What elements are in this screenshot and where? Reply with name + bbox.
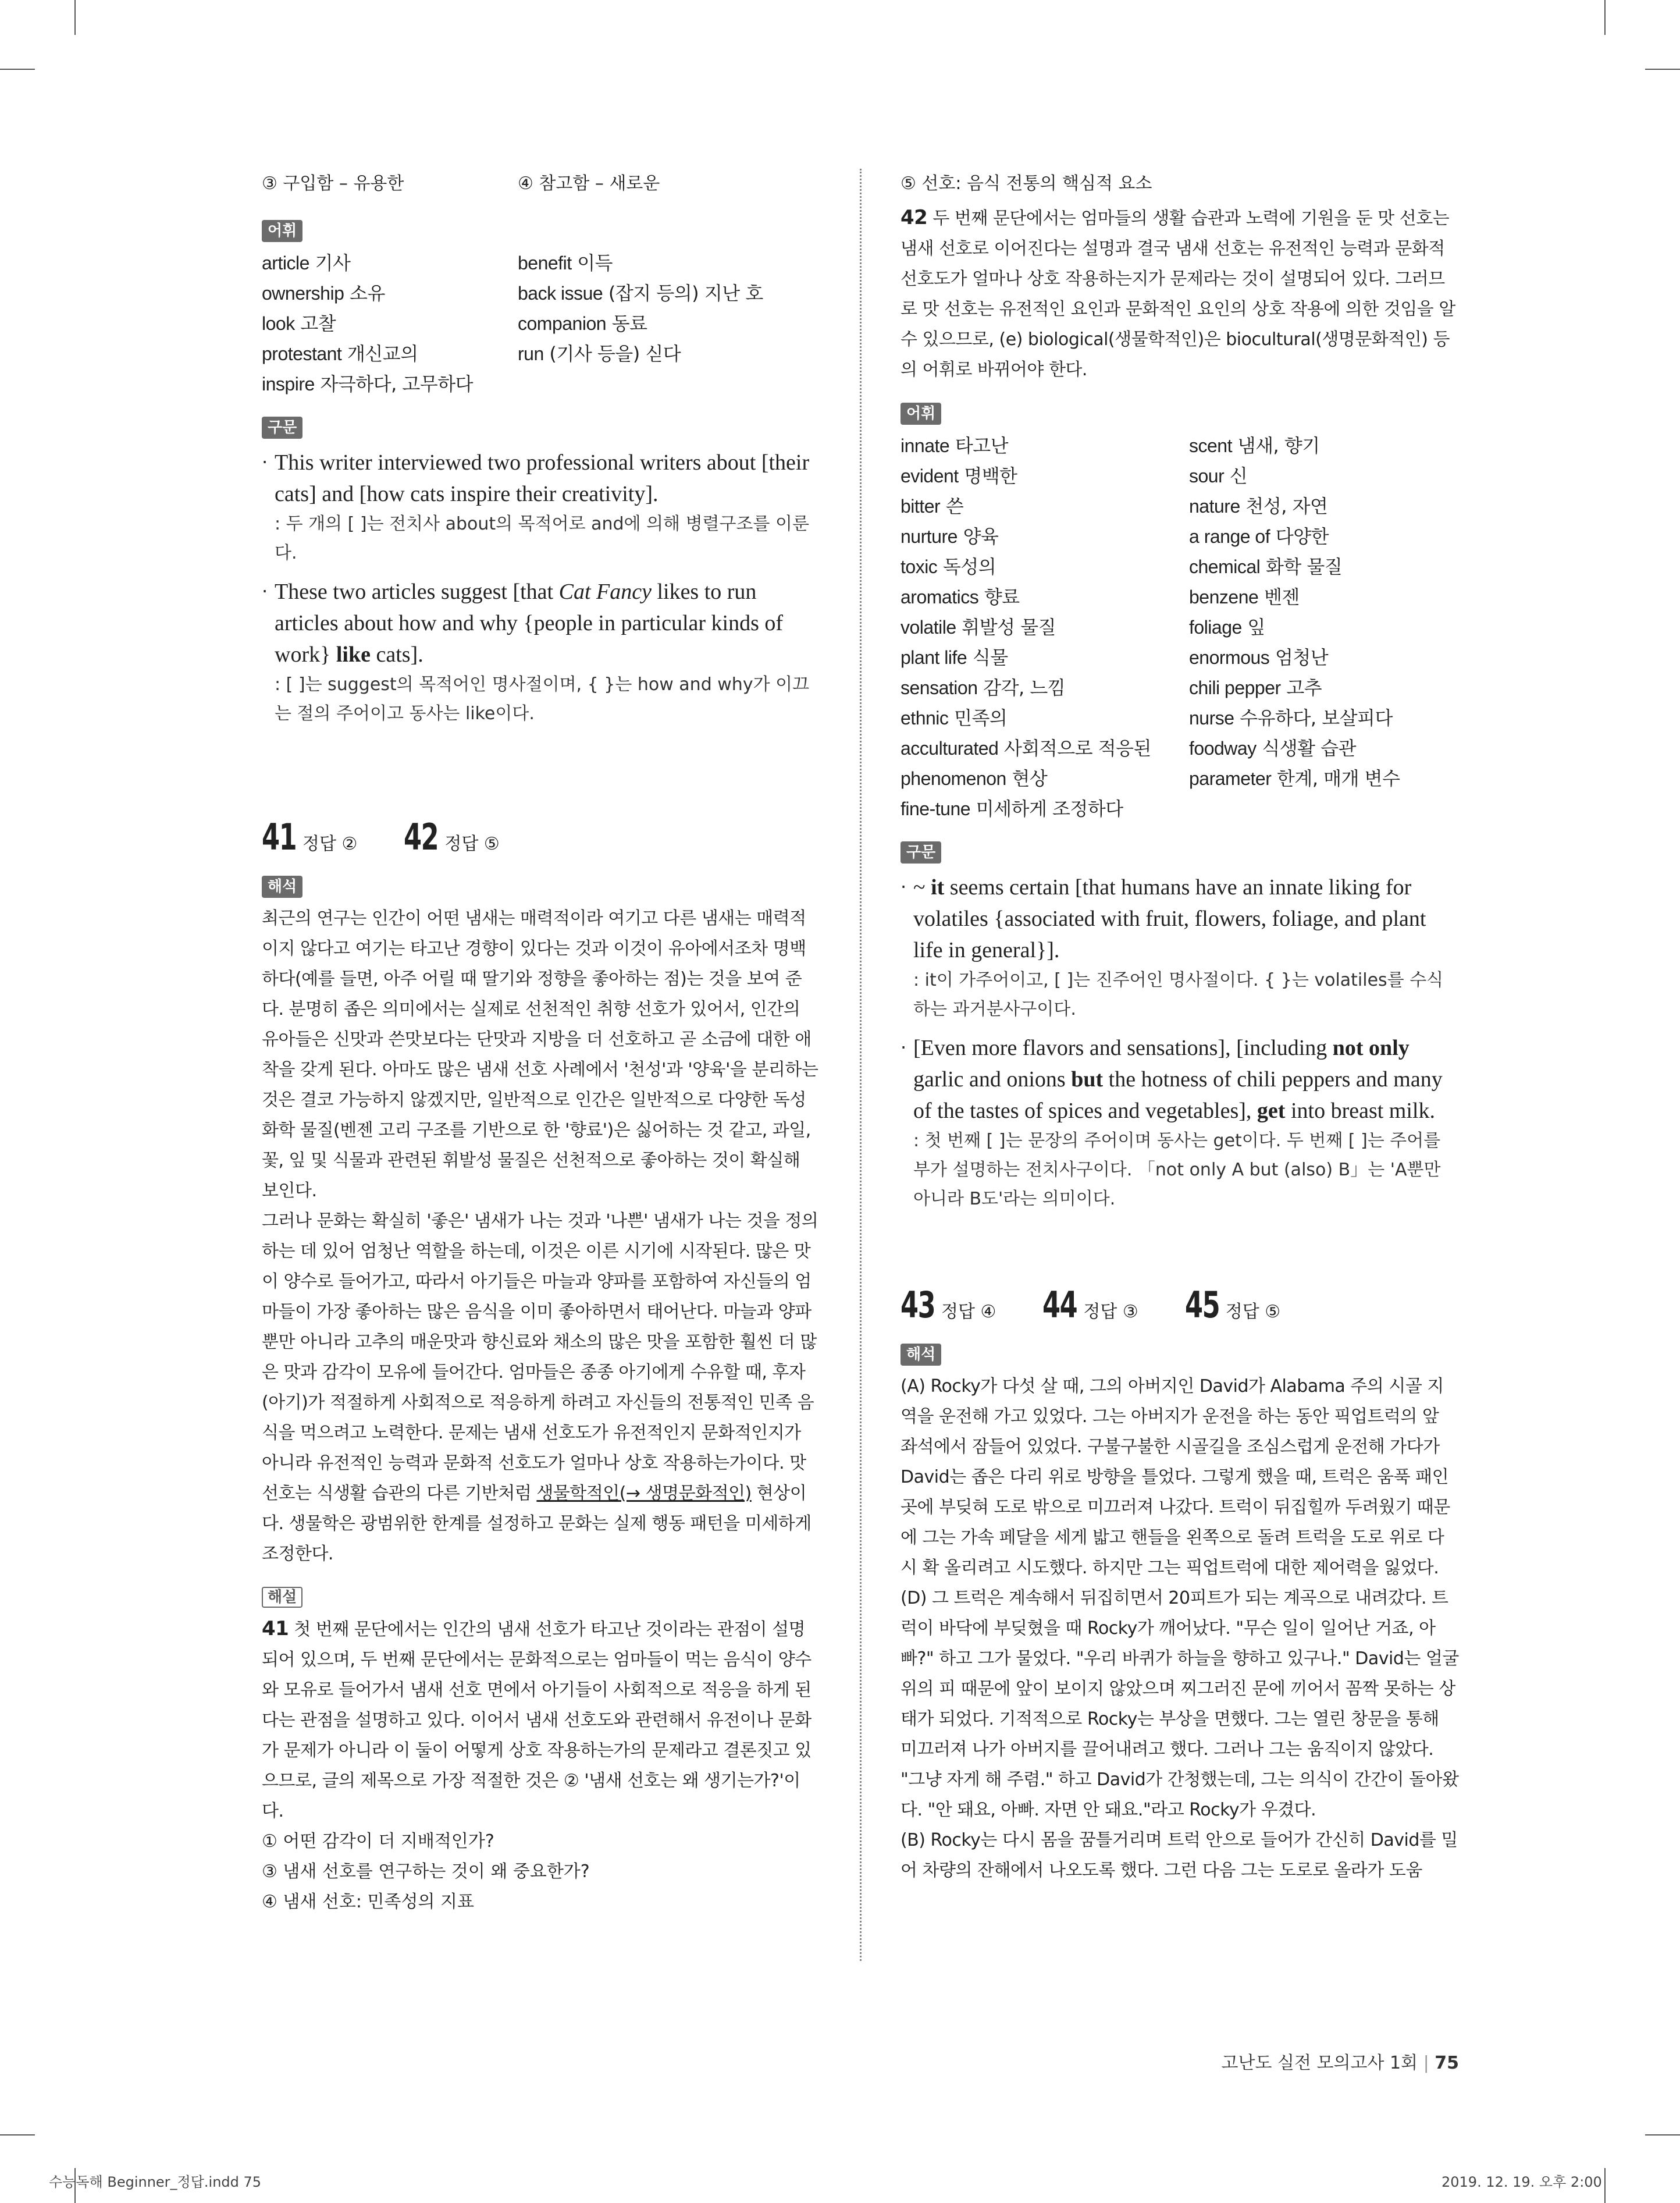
explanation-badge: 해설 — [262, 1587, 302, 1608]
question-number: 42 — [404, 816, 439, 858]
vocab-item: nurture 양육 — [900, 525, 999, 548]
answer-row — [900, 1284, 1459, 1326]
vocab-item — [518, 369, 820, 399]
question-number: 45 — [1184, 1284, 1220, 1326]
vocab-list — [900, 431, 1459, 824]
vocab-item: plant life 식물 — [900, 646, 1008, 669]
crop-mark — [1645, 2134, 1680, 2136]
vocab-item: volatile 휘발성 물질 — [900, 616, 1056, 638]
interpretation-paragraph: 그러나 문화는 확실히 '좋은' 냄새가 나는 것과 '나쁜' 냄새가 나는 것을 정의하는 데 있어 엄청난 역할을 하는데, 이것은 이른 시기에 시작된다. 많은 맛이 양수로 들어가고, 따라서 아기들은 마늘과 양파를 포함하여 자신들의 엄마들이 가장 좋아하는 많은 음식을 이미 좋아하면서 태어난다. 마늘과 양파뿐만 아니라 고추의 매운맛과 향신료와 채소의 많은 맛을 포함한 훨씬 더 많은 맛과 감각이 모유에 들어간다. 엄마들은 종종 아기에게 수유할 때, 후자(아기)가 적절하게 사회적으로 적응하게 하려고 자신들의 전통적인 민족 음식을 먹으려고 노력한다. 문제는 냄새 선호도가 유전적인지 문화적인지가 아니라 유전적인 능력과 문화적 선호도가 얼마나 상호 작용하는가이다. 맛 선호는 식생활 습관의 다른 기반처럼 생물학적인(→ 생명문화적인) 현상이다. 생물학은 광범위한 한계를 설정하고 문화는 실제 행동 패턴을 미세하게 조정한다. — [262, 1211, 818, 1564]
vocab-item: back issue (잡지 등의) 지난 호 — [518, 282, 763, 304]
bullet-icon: · — [262, 451, 268, 473]
vocab-item: evident 명백한 — [900, 465, 1017, 487]
syntax-item — [900, 872, 1459, 1024]
syntax-note: : 첫 번째 [ ]는 문장의 주어이며 동사는 get이다. 두 번째 [ ]는 주어를 부가 설명하는 전치사구이다. 「not only A but (also) B」는 'A뿐만 아니라 B도'라는 의미이다. — [913, 1131, 1441, 1209]
vocab-item: parameter 한계, 매개 변수 — [1189, 768, 1400, 790]
syntax-note: : it이 가주어이고, [ ]는 진주어인 명사절이다. { }는 volatiles를 수식하는 과거분사구이다. — [913, 970, 1444, 1019]
answer-label: 정답 ⑤ — [1225, 1302, 1281, 1322]
vocab-badge: 어휘 — [262, 220, 302, 242]
vocab-item: inspire 자극하다, 고무하다 — [262, 373, 474, 395]
syntax-sentence: This writer interviewed two professional writers about [their cats] and [how cats inspire their creativity]. — [275, 450, 810, 506]
vocab-item: chemical 화학 물질 — [1189, 556, 1343, 578]
vocab-item: ethnic 민족의 — [900, 707, 1008, 729]
column-divider — [860, 169, 862, 1961]
vocab-item: protestant 개신교의 — [262, 343, 418, 365]
answer-options-top — [262, 169, 820, 199]
vocab-item: acculturated 사회적으로 적응된 — [900, 737, 1151, 759]
answer-label: 정답 ③ — [1083, 1302, 1138, 1322]
vocab-item: benefit 이득 — [518, 252, 613, 274]
option-3: ③ 냄새 선호를 연구하는 것이 왜 중요한가? — [262, 1861, 590, 1882]
page-folio: 고난도 실전 모의고사 1회 | 75 — [1221, 2053, 1459, 2073]
vocab-item: sensation 감각, 느낌 — [900, 677, 1066, 699]
vocab-list — [262, 248, 820, 399]
vocab-item: aromatics 향료 — [900, 586, 1020, 608]
option-3: ③ 구입함 – 유용한 — [262, 173, 404, 194]
vocab-item: phenomenon 현상 — [900, 768, 1048, 790]
vocab-item: ownership 소유 — [262, 282, 385, 304]
story-paragraph-a: (A) Rocky가 다섯 살 때, 그의 아버지인 David가 Alabama 주의 시골 지역을 운전해 가고 있었다. 그는 아버지가 운전을 하는 동안 픽업트럭의 앞 좌석에서 잠들어 있었다. 구불구불한 시골길을 조심스럽게 운전해 가다가 David는 좁은 다리 위로 방향을 틀었다. 그렇게 했을 때, 트럭은 움푹 패인 곳에 부딪혀 도로 밖으로 미끄러져 나갔다. 트럭이 뒤집힐까 두려웠기 때문에 그는 가속 페달을 세게 밟고 핸들을 왼쪽으로 돌려 트럭을 도로 위로 다시 확 올리려고 시도했다. 하지만 그는 픽업트럭에 대한 제어력을 잃었다. — [900, 1376, 1450, 1578]
vocab-item: innate 타고난 — [900, 435, 1009, 457]
interpretation-badge: 해석 — [900, 1344, 941, 1366]
crop-mark — [1645, 69, 1680, 70]
vocab-item: nature 천성, 자연 — [1189, 495, 1328, 517]
explanation-paragraph: 41 첫 번째 문단에서는 인간의 냄새 선호가 타고난 것이라는 관점이 설명되어 있으며, 두 번째 문단에서는 문화적으로는 엄마들이 먹는 음식이 양수와 모유로 들어가서 냄새 선호 면에서 아기들이 사회적으로 적응을 하게 된다는 관점을 설명하고 있다. 이어서 냄새 선호도와 관련해서 유전이나 문화가 문제가 아니라 이 둘이 어떻게 상호 작용하는가의 문제라고 결론짓고 있으므로, 글의 제목으로 가장 적절한 것은 ② '냄새 선호는 왜 생기는가?'이다. — [262, 1617, 811, 1821]
crop-mark — [1604, 0, 1606, 35]
question-number: 44 — [1042, 1284, 1077, 1326]
crop-mark — [74, 0, 76, 35]
question-number: 43 — [900, 1284, 935, 1326]
vocab-item: chili pepper 고추 — [1189, 677, 1322, 699]
answer-row — [262, 816, 820, 858]
vocab-item: benzene 벤젠 — [1189, 586, 1300, 608]
interpretation-badge: 해석 — [262, 876, 302, 898]
syntax-sentence: [Even more flavors and sensations], [including not only garlic and onions but the hotness of chili peppers and many of the tastes of spices and vegetables], get into breast milk. — [913, 1036, 1443, 1123]
page-number: 75 — [1435, 2053, 1459, 2073]
vocab-badge: 어휘 — [900, 403, 941, 425]
vocab-item: nurse 수유하다, 보살피다 — [1189, 707, 1393, 729]
bullet-icon: · — [262, 580, 268, 602]
vocab-item: article 기사 — [262, 252, 351, 274]
file-info: 수능독해 Beginner_정답.indd 75 — [49, 2174, 262, 2190]
vocab-item — [1189, 794, 1459, 824]
answer-label: 정답 ④ — [941, 1302, 996, 1322]
question-number: 41 — [262, 816, 297, 858]
syntax-note: : 두 개의 [ ]는 전치사 about의 목적어로 and에 의해 병렬구조를 이룬다. — [275, 514, 809, 563]
option-1: ① 어떤 감각이 더 지배적인가? — [262, 1831, 494, 1852]
crop-mark — [1604, 2168, 1606, 2203]
crop-mark — [0, 2134, 35, 2136]
interpretation-paragraph: 최근의 연구는 인간이 어떤 냄새는 매력적이라 여기고 다른 냄새는 매력적이지 않다고 여기는 타고난 경향이 있다는 것과 이것이 유아에서조차 명백하다(예를 들면, 아주 어릴 때 딸기와 정향을 좋아하는 점)는 것을 보여 준다. 분명히 좁은 의미에서는 실제로 선천적인 취향 선호가 있어서, 인간의 유아들은 신맛과 쓴맛보다는 단맛과 지방을 더 선호하고 곧 소금에 대한 애착을 갖게 된다. 아마도 많은 냄새 선호 사례에서 '천성'과 '양육'을 분리하는 것은 결코 가능하지 않겠지만, 일반적으로 인간은 일반적으로 다양한 독성 화학 물질(벤젠 고리 구조를 기반으로 한 '향료')은 싫어하는 것 같고, 과일, 꽃, 잎 및 식물과 관련된 휘발성 물질은 선천적으로 좋아하는 것이 확실해 보인다. — [262, 908, 818, 1201]
story-paragraph-b: (B) Rocky는 다시 몸을 꿈틀거리며 트럭 안으로 들어가 간신히 David를 밀어 차량의 잔해에서 나오도록 했다. 그런 다음 그는 도로로 올라가 도움 — [900, 1830, 1458, 1881]
right-column — [900, 169, 1459, 1886]
vocab-item: foodway 식생활 습관 — [1189, 737, 1357, 759]
bullet-icon: · — [900, 876, 907, 898]
vocab-item: companion 동료 — [518, 312, 647, 335]
vocab-item: enormous 엄청난 — [1189, 646, 1329, 669]
vocab-item: foliage 잎 — [1189, 616, 1265, 638]
vocab-item: run (기사 등을) 싣다 — [518, 343, 681, 365]
syntax-badge: 구문 — [262, 417, 302, 439]
vocab-item: sour 신 — [1189, 465, 1248, 487]
vocab-item: toxic 독성의 — [900, 556, 996, 578]
syntax-item — [262, 447, 820, 568]
vocab-item: fine-tune 미세하게 조정하다 — [900, 798, 1123, 820]
syntax-badge: 구문 — [900, 841, 941, 864]
bullet-icon: · — [900, 1036, 907, 1058]
answer-label: 정답 ② — [302, 834, 358, 854]
folio-title: 고난도 실전 모의고사 1회 — [1221, 2053, 1418, 2073]
vocab-item: a range of 다양한 — [1189, 525, 1329, 548]
option-5: ⑤ 선호: 음식 전통의 핵심적 요소 — [900, 173, 1152, 194]
explanation-paragraph: 42 두 번째 문단에서는 엄마들의 생활 습관과 노력에 기원을 둔 맛 선호는 냄새 선호로 이어진다는 설명과 결국 냄새 선호는 유전적인 능력과 문화적 선호도가 얼마나 상호 작용하는지가 문제라는 것이 설명되어 있다. 그러므로 맛 선호는 유전적인 요인과 문화적인 요인의 상호 작용에 의한 것임을 알 수 있으므로, (e) biological(생물학적인)은 biocultural(생명문화적인) 등의 어휘로 바뀌어야 한다. — [900, 206, 1455, 380]
syntax-item — [900, 1032, 1459, 1214]
syntax-sentence: ~ it seems certain [that humans have an innate liking for volatiles {associated with fruit, flowers, foliage, and plant life in general}]. — [913, 875, 1426, 962]
vocab-item: look 고찰 — [262, 312, 336, 335]
story-paragraph-d: (D) 그 트럭은 계속해서 뒤집히면서 20피트가 되는 계곡으로 내려갔다. 트럭이 바닥에 부딪혔을 때 Rocky가 깨어났다. "무슨 일이 일어난 거죠, 아빠?" 하고 그가 물었다. "우리 바퀴가 하늘을 향하고 있구나." David는 얼굴 위의 피 때문에 앞이 보이지 않았으며 찌그러진 문에 끼어서 꼼짝 못하는 상태가 되었다. 기적적으로 Rocky는 부상을 면했다. 그는 열린 창문을 통해 미끄러져 나가 아버지를 끌어내려고 했다. 그러나 그는 움직이지 않았다. "그냥 자게 해 주렴." 하고 David가 간청했는데, 그는 의식이 간간이 돌아왔다. "안 돼요, 아빠. 자면 안 돼요."라고 Rocky가 우겼다. — [900, 1588, 1459, 1820]
syntax-note: : [ ]는 suggest의 목적어인 명사절이며, { }는 how and why가 이끄는 절의 주어이고 동사는 like이다. — [275, 674, 810, 724]
vocab-item: scent 냄새, 향기 — [1189, 435, 1320, 457]
print-date: 2019. 12. 19. 오후 2:00 — [1441, 2174, 1602, 2190]
option-4: ④ 냄새 선호: 민족성의 지표 — [262, 1892, 474, 1912]
syntax-item — [262, 576, 820, 729]
crop-mark — [0, 69, 35, 70]
option-4: ④ 참고함 – 새로운 — [518, 173, 660, 194]
left-column — [262, 169, 820, 1917]
answer-label: 정답 ⑤ — [444, 834, 500, 854]
syntax-sentence: These two articles suggest [that Cat Fancy likes to run articles about how and why {people in particular kinds of work} like cats]. — [275, 580, 784, 667]
vocab-item: bitter 쓴 — [900, 495, 964, 517]
